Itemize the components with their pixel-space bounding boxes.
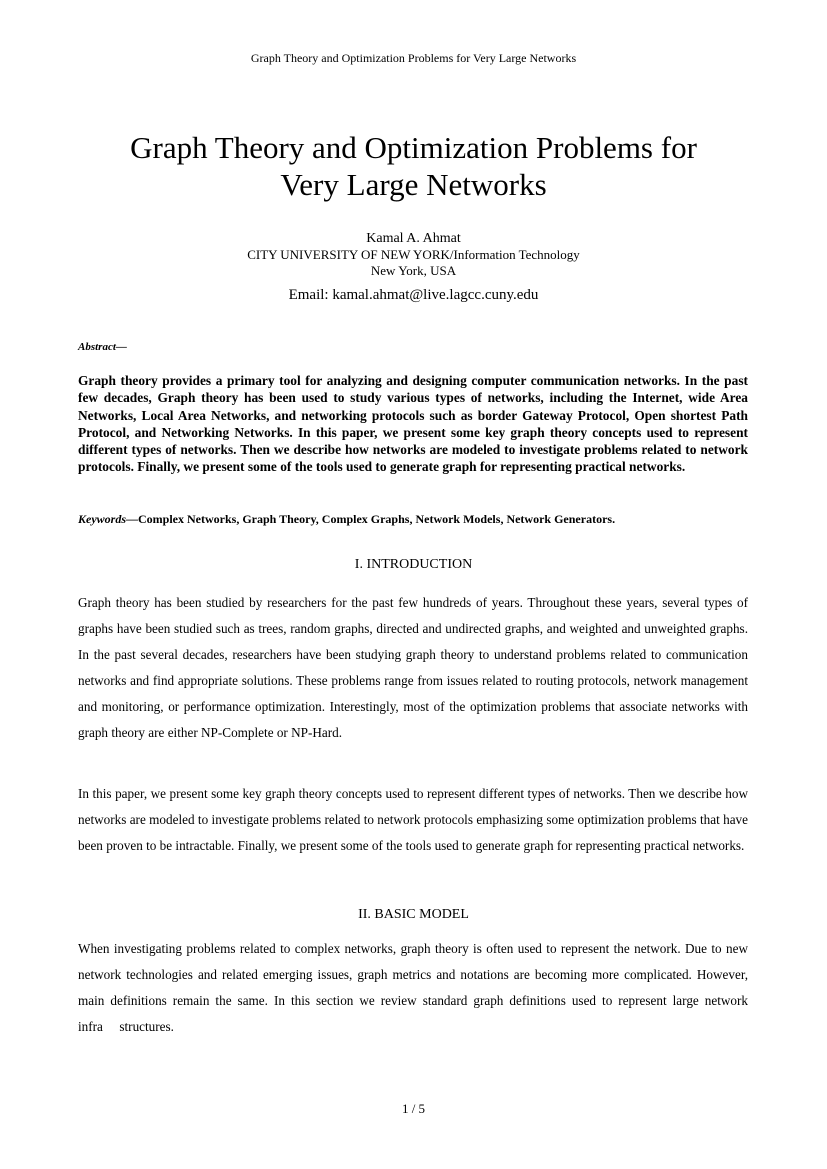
author-email: Email: kamal.ahmat@live.lagcc.cuny.edu <box>288 287 539 303</box>
paper-title-line-2: Very Large Networks <box>280 167 547 202</box>
introduction-paragraph-2: In this paper, we present some key graph theory concepts used to represent different types of networks. Then we describe how networks are modeled to investigate problems related to network protocols emphasizing some optimization problems that have been proven to be intractable. Finally, we present some of the tools used to generate graph for representing practical networks. <box>78 786 748 853</box>
paper-title <box>60 129 767 203</box>
running-header: Graph Theory and Optimization Problems for Very Large Networks <box>250 51 577 65</box>
section-heading-introduction: I. INTRODUCTION <box>354 557 473 572</box>
abstract-body: Graph theory provides a primary tool for analyzing and designing computer communication networks. In the past few decades, Graph theory has been used to study various types of networks, including the Internet, wide Area Networks, Local Area Networks, and networking protocols such as border Gateway Protocol, Open shortest Path Protocol, and Networking Networks. In this paper, we present some key graph theory concepts used to represent different types of networks. Then we describe how networks are modeled to investigate problems related to network protocols. Finally, we present some of the tools used to generate graph for representing practical networks. <box>78 373 748 475</box>
keywords-text: Complex Networks, Graph Theory, Complex Graphs, Network Models, Network Generators. <box>138 512 616 526</box>
author-name: Kamal A. Ahmat <box>366 231 461 246</box>
basic-model-paragraph-1: When investigating problems related to complex networks, graph theory is often used to represent the network. Due to new network technologies and related emerging issues, graph metrics and notations are becoming more complicated. However, main definitions remain the same. In this section we review standard graph definitions used to represent large network infra structures. <box>78 941 748 1034</box>
keywords-label: Keywords— <box>78 512 138 526</box>
section-heading-basic-model: II. BASIC MODEL <box>358 907 469 922</box>
author-location: New York, USA <box>370 263 457 278</box>
keywords <box>78 512 758 527</box>
introduction-paragraph-1: Graph theory has been studied by researchers for the past few hundreds of years. Throughout these years, several types of graphs have been studied such as trees, random graphs, directed and undirected graphs, and weighted and unweighted graphs. In the past several decades, researchers have been studying graph theory to understand problems related to communication networks and find appropriate solutions. These problems range from issues related to routing protocols, network management and monitoring, or performance optimization. Interestingly, most of the optimization problems that associate networks with graph theory are either NP-Complete or NP-Hard. <box>78 595 748 740</box>
abstract-label: Abstract— <box>78 341 127 353</box>
paper-title-line-1: Graph Theory and Optimization Problems for <box>130 130 697 165</box>
author-affiliation: CITY UNIVERSITY OF NEW YORK/Information Technology <box>247 247 580 262</box>
page-number: 1 / 5 <box>401 1101 426 1116</box>
